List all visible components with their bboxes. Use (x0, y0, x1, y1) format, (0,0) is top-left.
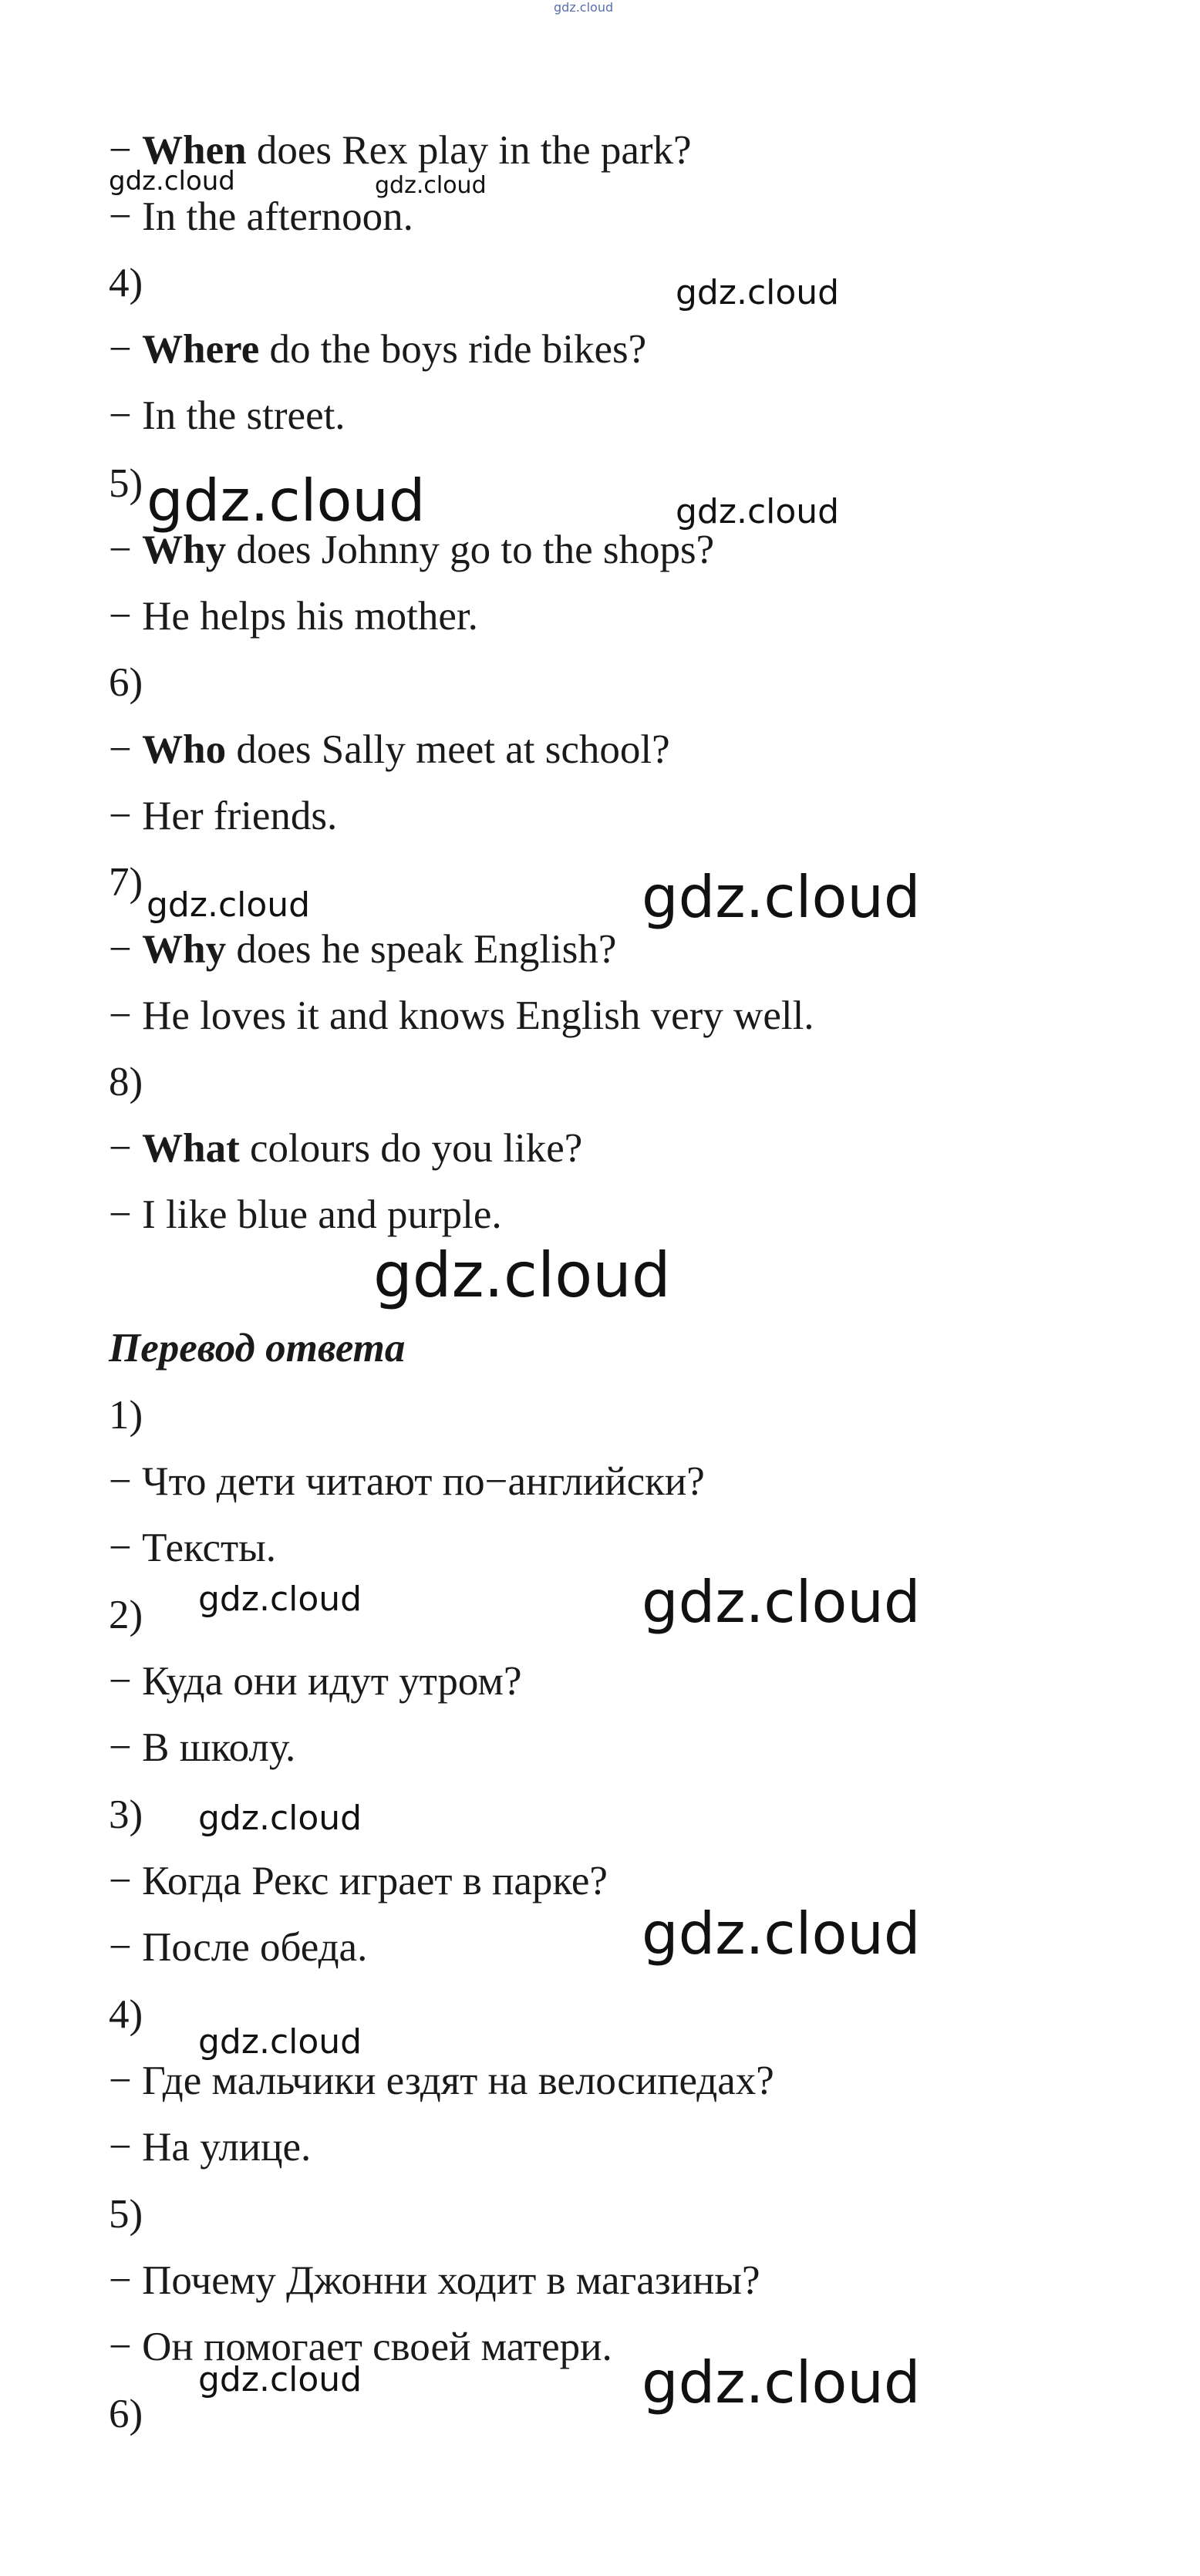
watermark-top: gdz.cloud (554, 0, 614, 15)
item-number: 2) (109, 1593, 143, 1637)
watermark: gdz.cloud (147, 467, 426, 534)
question-word: Why (142, 528, 227, 572)
translation-heading: Перевод ответа (109, 1326, 406, 1371)
watermark: gdz.cloud (198, 1580, 362, 1619)
question-word: Who (142, 727, 227, 772)
question-word: When (142, 128, 247, 173)
item-number: 6) (109, 660, 143, 705)
answer-reply: − Her friends. (109, 794, 338, 838)
item-number: 4) (109, 261, 143, 305)
watermark: gdz.cloud (109, 166, 235, 197)
item-number: 3) (109, 1792, 143, 1837)
answer-reply: − He loves it and knows English very well. (109, 993, 814, 1038)
answer-question-when: − When does Rex play in the park? (109, 128, 692, 173)
watermark: gdz.cloud (642, 2348, 921, 2416)
item-number: 5) (109, 2192, 143, 2237)
translation-question: − Что дети читают по−английски? (109, 1459, 705, 1504)
answer-question-why: − Why does he speak English? (109, 927, 617, 972)
item-number: 4) (109, 1992, 143, 2037)
item-number: 5) (109, 461, 143, 506)
answer-reply: − I like blue and purple. (109, 1192, 502, 1237)
translation-reply: − После обеда. (109, 1925, 368, 1970)
watermark: gdz.cloud (642, 863, 921, 931)
answer-reply: − In the afternoon. (109, 194, 413, 239)
translation-question: − Где мальчики ездят на велосипедах? (109, 2058, 774, 2103)
watermark: gdz.cloud (373, 1239, 671, 1311)
item-number: 6) (109, 2392, 143, 2436)
question-word: What (142, 1126, 240, 1171)
question-word: Where (142, 327, 260, 372)
answer-reply: − In the street. (109, 393, 346, 438)
watermark: gdz.cloud (642, 1568, 921, 1636)
question-word: Why (142, 927, 227, 972)
translation-reply: − Он помогает своей матери. (109, 2325, 612, 2369)
answer-question-why: − Why does Johnny go to the shops? (109, 528, 715, 572)
item-number: 7) (109, 860, 143, 905)
translation-reply: − В школу. (109, 1725, 296, 1770)
watermark: gdz.cloud (676, 273, 840, 312)
watermark: gdz.cloud (198, 1799, 362, 1838)
translation-question: − Куда они идут утром? (109, 1659, 522, 1704)
watermark: gdz.cloud (198, 2360, 362, 2399)
watermark: gdz.cloud (147, 885, 311, 925)
answer-reply: − He helps his mother. (109, 594, 478, 639)
item-number: 1) (109, 1393, 143, 1438)
answer-question-who: − Who does Sally meet at school? (109, 727, 670, 772)
translation-reply: − Тексты. (109, 1526, 276, 1570)
translation-question: − Почему Джонни ходит в магазины? (109, 2258, 760, 2303)
translation-reply: − На улице. (109, 2125, 312, 2170)
answer-question-where: − Where do the boys ride bikes? (109, 327, 647, 372)
watermark: gdz.cloud (198, 2022, 362, 2062)
watermark: gdz.cloud (375, 172, 487, 199)
translation-question: − Когда Рекс играет в парке? (109, 1859, 608, 1903)
answer-question-what: − What colours do you like? (109, 1126, 583, 1171)
watermark: gdz.cloud (676, 492, 840, 531)
item-number: 8) (109, 1060, 143, 1104)
watermark: gdz.cloud (642, 1900, 921, 1967)
